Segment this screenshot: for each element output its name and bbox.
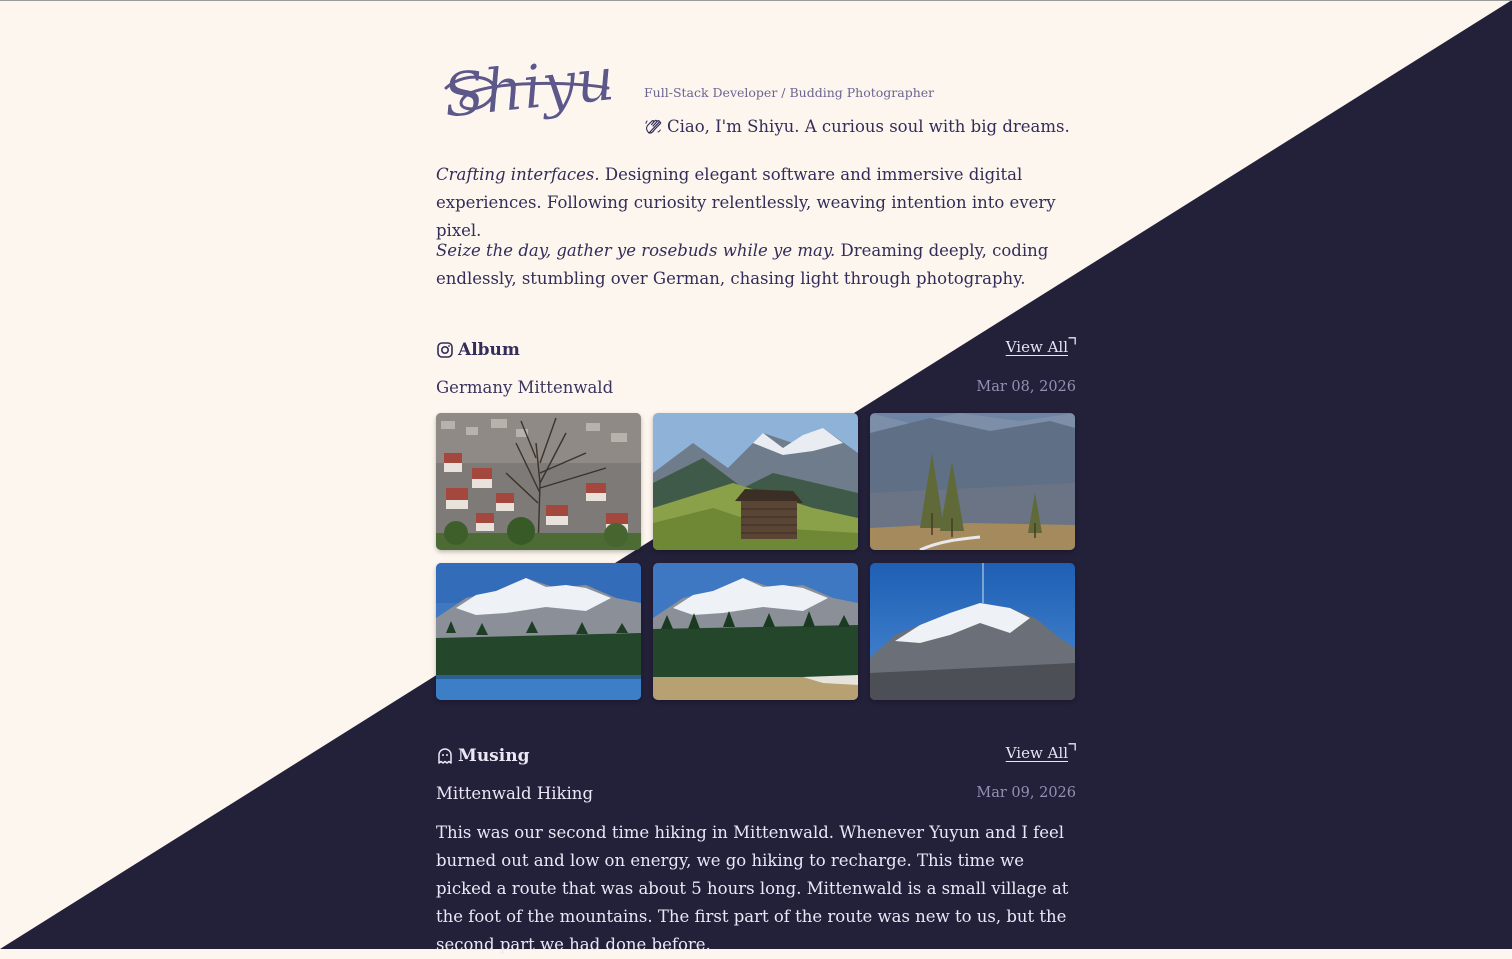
album-title[interactable]: Germany Mittenwald <box>436 378 614 397</box>
intro-text-1: Designing elegant software and immersive digital experiences. Following curiosity relentlessly, weaving intention into every pixel. <box>436 165 1056 240</box>
waving-hand-icon <box>644 118 662 136</box>
musing-entry <box>436 784 1076 806</box>
subtitle: Full-Stack Developer / Budding Photographer <box>644 85 935 100</box>
greeting-text: Ciao, I'm Shiyu. A curious soul with big dreams. <box>667 117 1070 136</box>
musing-section-header <box>436 746 1076 774</box>
signature-logo[interactable] <box>438 38 620 148</box>
album-heading-text: Album <box>458 340 520 360</box>
album-entry <box>436 378 1076 400</box>
intro-emphasis-2: Seize the day, gather ye rosebuds while ye may. <box>436 241 836 260</box>
musing-date: Mar 09, 2026 <box>976 785 1076 801</box>
photo-grid <box>436 413 1076 700</box>
photo-snowy-mountains-meadow[interactable] <box>653 563 858 700</box>
external-link-icon <box>1068 337 1076 345</box>
ghost-icon <box>436 747 454 765</box>
intro-paragraph-1 <box>436 161 1076 245</box>
musing-heading <box>436 746 529 766</box>
photo-wooden-hut-meadow[interactable] <box>653 413 858 550</box>
photo-trees-mountain-valley[interactable] <box>870 413 1075 550</box>
musing-title[interactable]: Mittenwald Hiking <box>436 784 593 803</box>
external-link-icon <box>1068 743 1076 751</box>
intro-text-2: Dreaming deeply, coding endlessly, stumbling over German, chasing light through photography. <box>436 241 1049 288</box>
album-view-all-link[interactable]: View All <box>1005 338 1068 356</box>
musing-view-all-link[interactable]: View All <box>1005 744 1068 762</box>
album-date: Mar 08, 2026 <box>976 379 1076 395</box>
hero-header <box>436 38 1076 148</box>
instagram-icon <box>436 341 454 359</box>
album-section-header <box>436 340 1076 368</box>
musing-heading-text: Musing <box>458 746 530 766</box>
svg-text:Shiyu: Shiyu <box>440 44 618 132</box>
photo-snowy-peak-blue-sky[interactable] <box>870 563 1075 700</box>
greeting <box>644 117 1070 136</box>
top-border <box>0 0 1512 1</box>
intro-emphasis-1: Crafting interfaces. <box>436 165 600 184</box>
photo-snowy-mountains-lake[interactable] <box>436 563 641 700</box>
intro-paragraph-2 <box>436 237 1076 293</box>
musing-excerpt: This was our second time hiking in Mittenwald. Whenever Yuyun and I feel burned out and low on energy, we go hiking to recharge. This time we picked a route that was about 5 hours long. Mittenwald is a small village at the foot of the mountains. The first part of the route was new to us, but the second part we had done before. <box>436 823 1069 954</box>
album-heading <box>436 340 520 360</box>
photo-village-with-tree[interactable] <box>436 413 641 550</box>
